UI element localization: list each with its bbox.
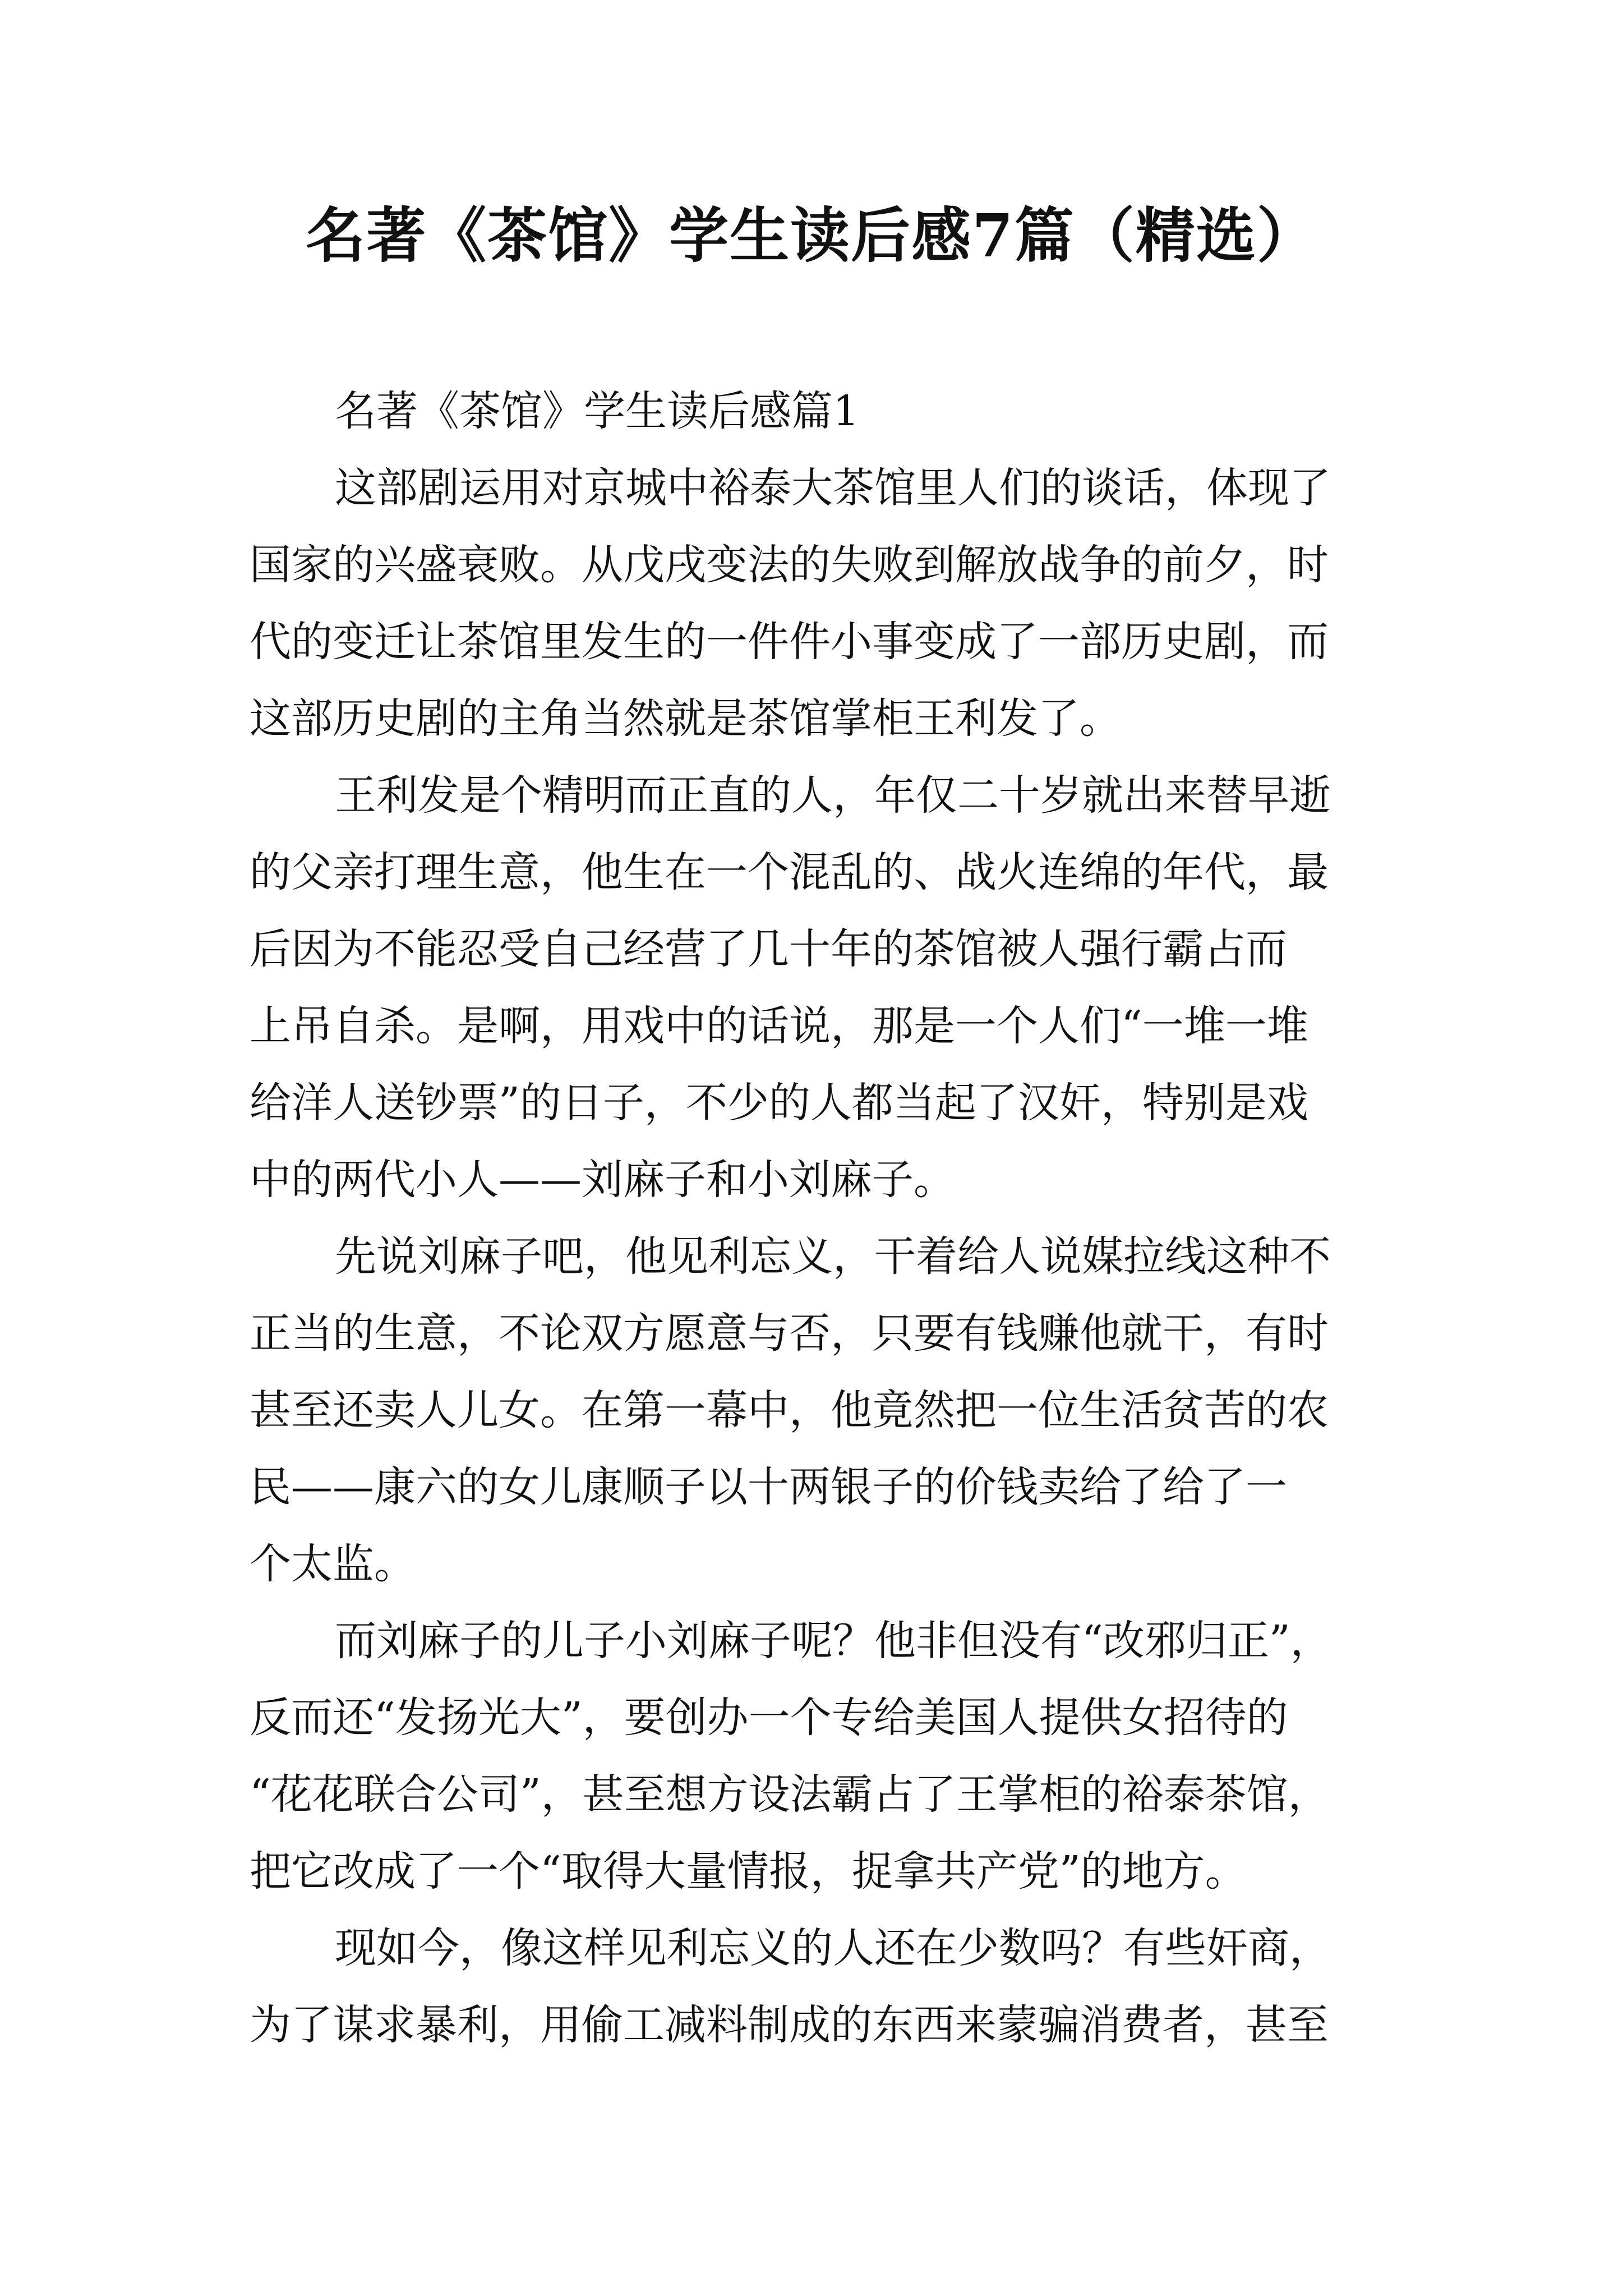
paragraph-line: 上吊自杀。是啊，用戏中的话说，那是一个人们“一堆一堆 (250, 1002, 1308, 1050)
paragraph-line: 中的两代小人——刘麻子和小刘麻子。 (250, 1156, 955, 1204)
paragraph-line: 把它改成了一个“取得大量情报，捉拿共产党”的地方。 (250, 1847, 1247, 1895)
paragraph-line: 先说刘麻子吧，他见利忘义，干着给人说媒拉线这种不 (335, 1232, 1331, 1281)
paragraph-line: 个太监。 (250, 1540, 416, 1588)
paragraph-line: 代的变迁让茶馆里发生的一件件小事变成了一部历史剧，而 (250, 618, 1329, 666)
paragraph-line: 而刘麻子的儿子小刘麻子呢？他非但没有“改邪归正”， (335, 1617, 1332, 1665)
section-heading: 名著《茶馆》学生读后感篇1 (335, 387, 860, 435)
paragraph-line: 反而还“发扬光大”，要创办一个专给美国人提供女招待的 (250, 1694, 1288, 1742)
paragraph-line: 为了谋求暴利，用偷工减料制成的东西来蒙骗消费者，甚至 (250, 2001, 1329, 2049)
paragraph-line: 正当的生意，不论双方愿意与否，只要有钱赚他就干，有时 (250, 1309, 1329, 1358)
paragraph-line: 这部历史剧的主角当然就是茶馆掌柜王利发了。 (250, 694, 1121, 743)
paragraph-line: 给洋人送钞票”的日子，不少的人都当起了汉奸，特别是戏 (250, 1079, 1308, 1127)
document-body (250, 373, 1399, 2064)
paragraph-line: 民——康六的女儿康顺子以十两银子的价钱卖给了给了一 (250, 1463, 1287, 1511)
paragraph-line: 现如今，像这样见利忘义的人还在少数吗？有些奸商， (335, 1924, 1331, 1972)
paragraph-line: 后因为不能忍受自己经营了几十年的茶馆被人强行霸占而 (250, 925, 1287, 973)
document-title: 名著《茶馆》学生读后感7篇（精选） (306, 200, 1317, 270)
paragraph-line: “花花联合公司”，甚至想方设法霸占了王掌柜的裕泰茶馆， (250, 1770, 1330, 1819)
paragraph-line: 国家的兴盛衰败。从戊戌变法的失败到解放战争的前夕，时 (250, 541, 1329, 589)
paragraph-line: 这部剧运用对京城中裕泰大茶馆里人们的谈话，体现了 (335, 464, 1331, 512)
paragraph-line: 的父亲打理生意，他生在一个混乱的、战火连绵的年代，最 (250, 848, 1329, 896)
paragraph-line: 甚至还卖人儿女。在第一幕中，他竟然把一位生活贫苦的农 (250, 1386, 1329, 1434)
paragraph-line: 王利发是个精明而正直的人，年仅二十岁就出来替早逝 (335, 771, 1331, 820)
